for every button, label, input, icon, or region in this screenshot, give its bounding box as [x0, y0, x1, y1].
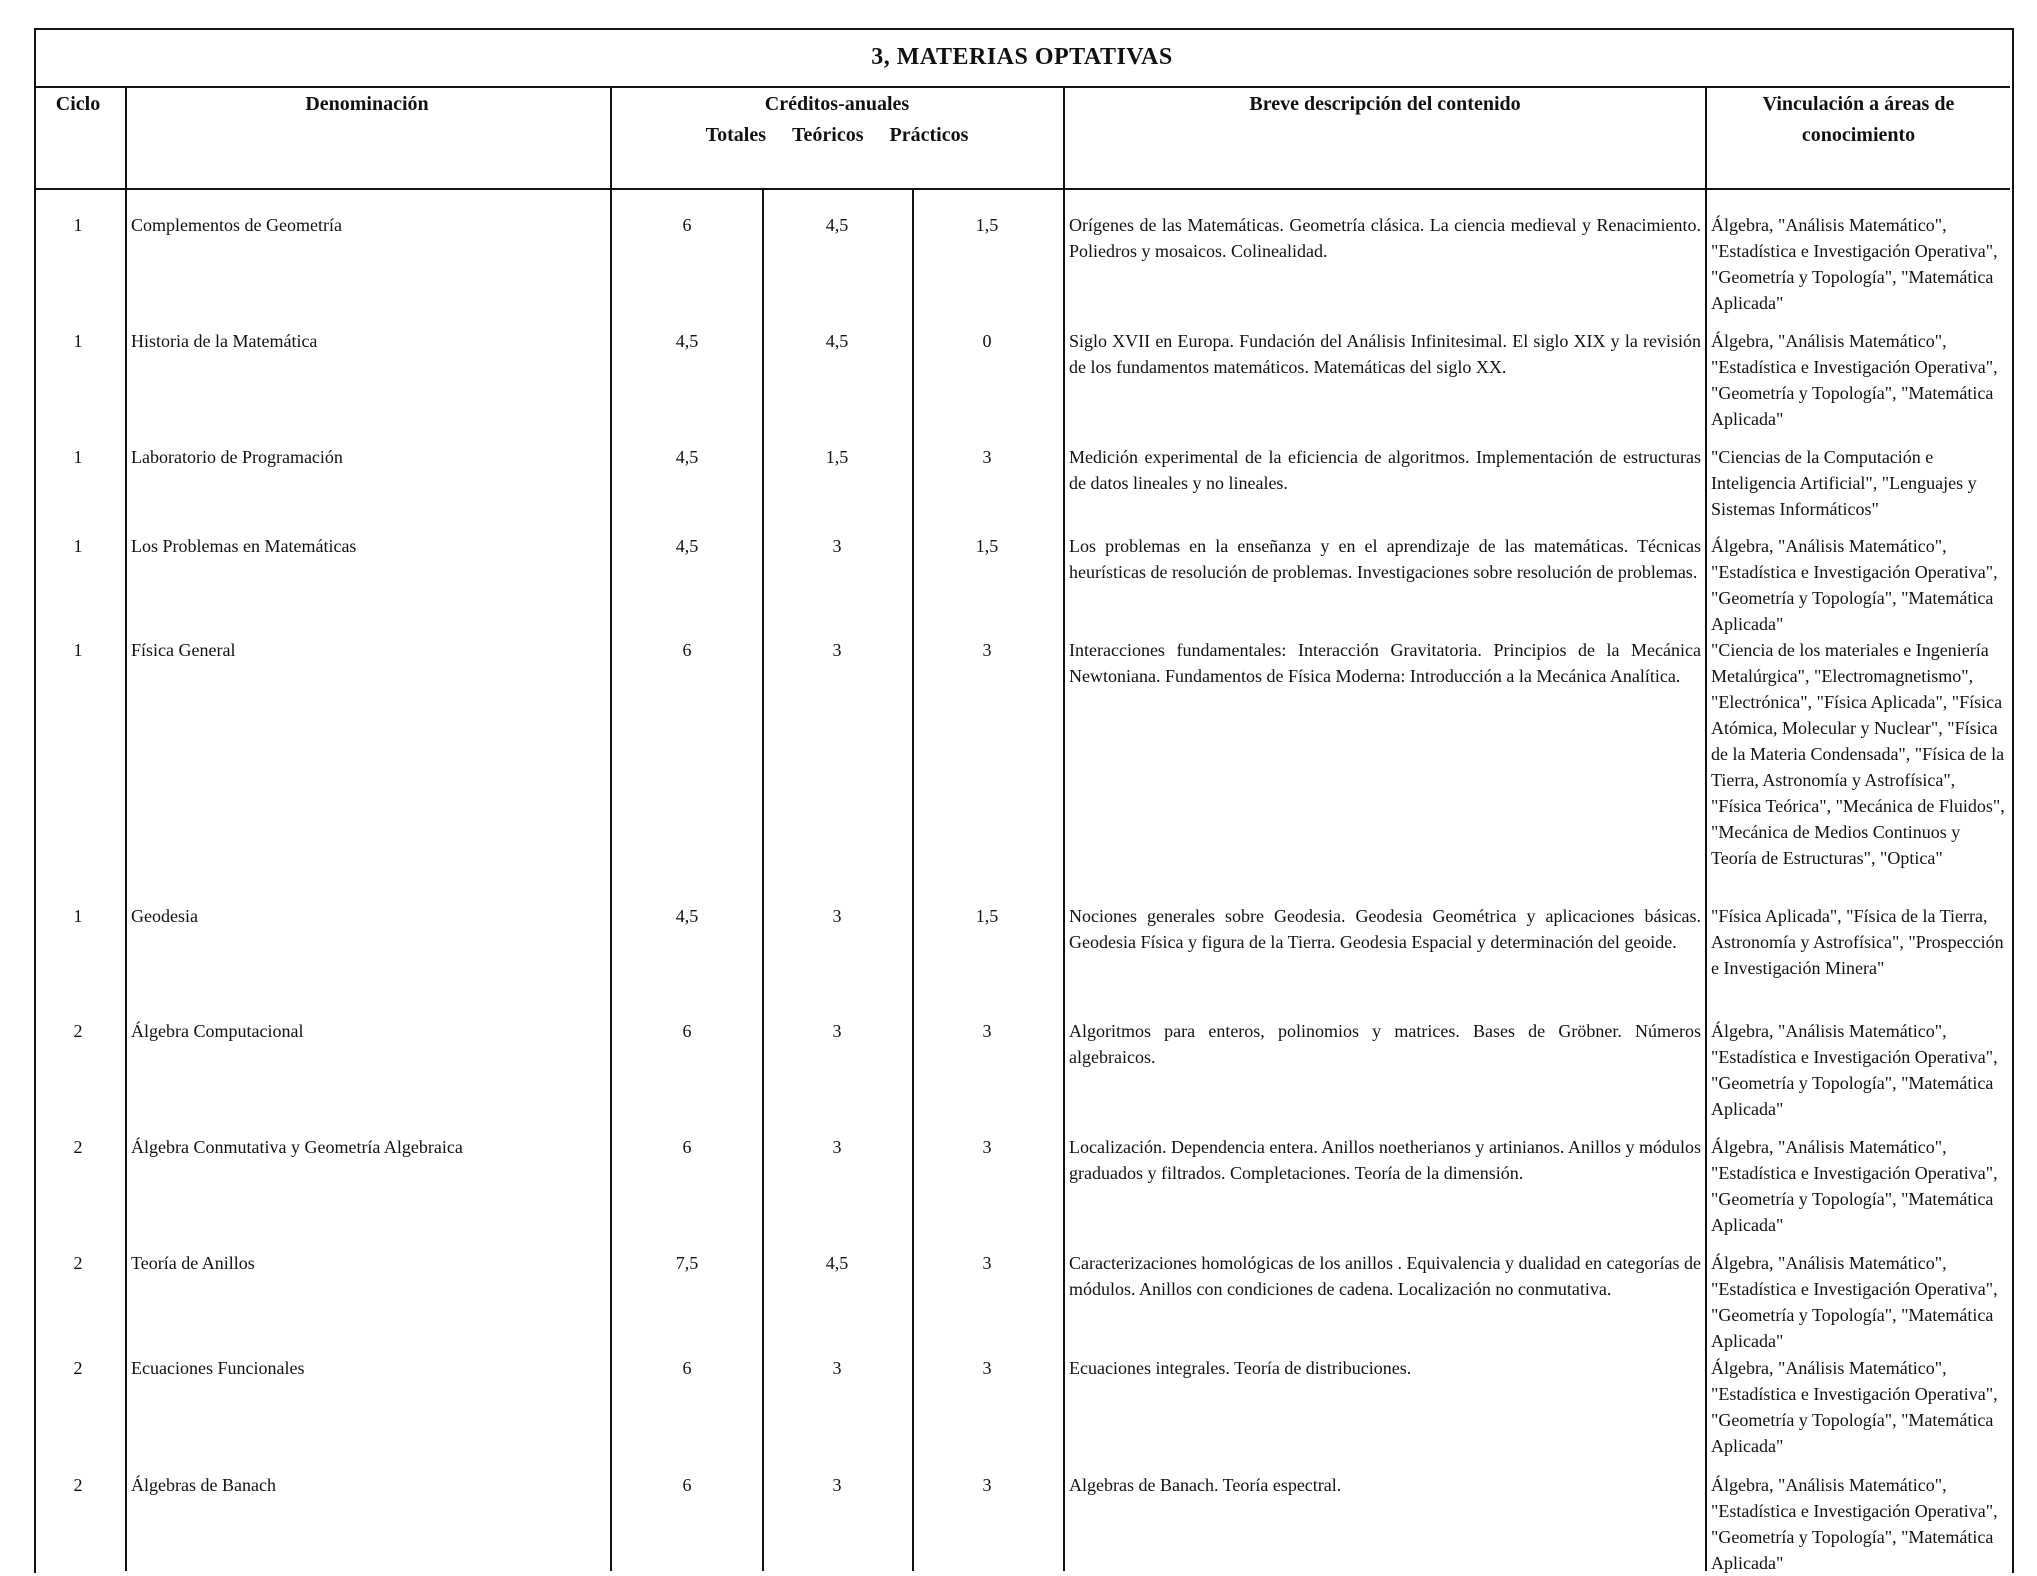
cell-vinculacion: Álgebra, "Análisis Matemático", "Estadística e Investigación Operativa", "Geometría y Topología", "Matemática Aplicada"	[1711, 215, 1998, 313]
cell-totales: 4,5	[675, 536, 699, 556]
cell-practicos: 1,5	[975, 906, 999, 926]
cell-descripcion: Localización. Dependencia entera. Anillos noetherianos y artinianos. Anillos y módulos graduados y filtrados. Completaciones. Teoría de la dimensión.	[1069, 1137, 1701, 1183]
cell-ciclo: 1	[73, 447, 83, 467]
cell-teoricos: 4,5	[825, 1253, 849, 1273]
cell-totales: 6	[682, 640, 692, 660]
cell-descripcion: Algebras de Banach. Teoría espectral.	[1069, 1475, 1342, 1495]
cell-descripcion: Algoritmos para enteros, polinomios y matrices. Bases de Gröbner. Números algebraicos.	[1069, 1021, 1701, 1067]
cell-practicos: 3	[982, 1358, 992, 1378]
cell-teoricos: 3	[832, 1137, 842, 1157]
cell-vinculacion: Álgebra, "Análisis Matemático", "Estadística e Investigación Operativa", "Geometría y Topología", "Matemática Aplicada"	[1711, 1358, 1998, 1456]
cell-denominacion: Álgebra Computacional	[131, 1021, 304, 1041]
cell-teoricos: 3	[832, 1475, 842, 1495]
header-creditos-group	[612, 86, 1062, 188]
cell-totales: 7,5	[675, 1253, 699, 1273]
cell-teoricos: 4,5	[825, 215, 849, 235]
cell-vinculacion: "Física Aplicada", "Física de la Tierra, Astronomía y Astrofísica", "Prospección e Investigación Minera"	[1711, 906, 2004, 978]
header-descripcion: Breve descripción del contenido	[1249, 93, 1521, 115]
cell-practicos: 3	[982, 1021, 992, 1041]
cell-vinculacion: Álgebra, "Análisis Matemático", "Estadística e Investigación Operativa", "Geometría y Topología", "Matemática Aplicada"	[1711, 1021, 1998, 1119]
cell-teoricos: 3	[832, 1021, 842, 1041]
cell-descripcion: Interacciones fundamentales: Interacción Gravitatoria. Principios de la Mecánica Newtoniana. Fundamentos de Física Moderna: Introducción a la Mecánica Analítica.	[1069, 640, 1701, 686]
cell-ciclo: 1	[73, 906, 83, 926]
table-header-row	[34, 86, 2010, 190]
cell-descripcion: Orígenes de las Matemáticas. Geometría clásica. La ciencia medieval y Renacimiento. Poliedros y mosaicos. Colinealidad.	[1069, 215, 1701, 261]
cell-teoricos: 1,5	[825, 447, 849, 467]
cell-ciclo: 2	[73, 1475, 83, 1495]
cell-ciclo: 1	[73, 331, 83, 351]
cell-practicos: 3	[982, 1137, 992, 1157]
cell-denominacion: Complementos de Geometría	[131, 215, 342, 235]
cell-practicos: 3	[982, 447, 992, 467]
cell-ciclo: 1	[73, 640, 83, 660]
cell-vinculacion: Álgebra, "Análisis Matemático", "Estadística e Investigación Operativa", "Geometría y Topología", "Matemática Aplicada"	[1711, 1137, 1998, 1235]
cell-vinculacion: Álgebra, "Análisis Matemático", "Estadística e Investigación Operativa", "Geometría y Topología", "Matemática Aplicada"	[1711, 1475, 1998, 1573]
cell-descripcion: Caracterizaciones homológicas de los anillos . Equivalencia y dualidad en categorías de módulos. Anillos con condiciones de cadena. Localización no conmutativa.	[1069, 1253, 1701, 1299]
cell-totales: 6	[682, 215, 692, 235]
cell-practicos: 1,5	[975, 536, 999, 556]
cell-denominacion: Geodesia	[131, 906, 198, 926]
cell-ciclo: 2	[73, 1021, 83, 1041]
cell-totales: 6	[682, 1358, 692, 1378]
cell-teoricos: 3	[832, 536, 842, 556]
document-page	[34, 28, 2012, 1571]
header-vinculacion	[1707, 86, 2010, 188]
cell-totales: 6	[682, 1021, 692, 1041]
cell-practicos: 3	[982, 1475, 992, 1495]
cell-denominacion: Álgebra Conmutativa y Geometría Algebraica	[131, 1137, 463, 1157]
header-creditos: Créditos-anuales	[764, 93, 910, 115]
cell-denominacion: Historia de la Matemática	[131, 331, 318, 351]
header-ciclo: Ciclo	[55, 93, 101, 115]
cell-ciclo: 2	[73, 1137, 83, 1157]
cell-teoricos: 3	[832, 1358, 842, 1378]
header-practicos: Prácticos	[889, 124, 969, 146]
cell-denominacion: Física General	[131, 640, 236, 660]
cell-denominacion: Laboratorio de Programación	[131, 447, 343, 467]
cell-denominacion: Teoría de Anillos	[131, 1253, 255, 1273]
cell-descripcion: Ecuaciones integrales. Teoría de distribuciones.	[1069, 1358, 1412, 1378]
cell-practicos: 1,5	[975, 215, 999, 235]
cell-teoricos: 3	[832, 640, 842, 660]
cell-descripcion: Nociones generales sobre Geodesia. Geodesia Geométrica y aplicaciones básicas. Geodesia Física y figura de la Tierra. Geodesia Espacial y determinación del geoide.	[1069, 906, 1701, 952]
cell-totales: 4,5	[675, 331, 699, 351]
cell-ciclo: 2	[73, 1253, 83, 1273]
cell-teoricos: 3	[832, 906, 842, 926]
cell-ciclo: 1	[73, 536, 83, 556]
cell-totales: 6	[682, 1475, 692, 1495]
table-body	[34, 188, 2010, 1571]
cell-vinculacion: Álgebra, "Análisis Matemático", "Estadística e Investigación Operativa", "Geometría y Topología", "Matemática Aplicada"	[1711, 536, 1998, 634]
header-creditos-subheaders	[612, 120, 1062, 151]
header-vinculacion-line2: conocimiento	[1801, 124, 1916, 146]
cell-descripcion: Siglo XVII en Europa. Fundación del Análisis Infinitesimal. El siglo XIX y la revisión de los fundamentos matemáticos. Matemáticas del siglo XX.	[1069, 331, 1701, 377]
cell-totales: 4,5	[675, 906, 699, 926]
cell-practicos: 3	[982, 640, 992, 660]
cell-descripcion: Medición experimental de la eficiencia de algoritmos. Implementación de estructuras de datos lineales y no lineales.	[1069, 447, 1701, 493]
header-vinculacion-line1: Vinculación a áreas de	[1762, 93, 1955, 115]
cell-vinculacion: Álgebra, "Análisis Matemático", "Estadística e Investigación Operativa", "Geometría y Topología", "Matemática Aplicada"	[1711, 1253, 1998, 1351]
cell-totales: 6	[682, 1137, 692, 1157]
cell-vinculacion: "Ciencia de los materiales e Ingeniería Metalúrgica", "Electromagnetismo", "Electrónica", "Física Aplicada", "Física Atómica, Molecular y Nuclear", "Física de la Materia Condensada", "Física de la Tierra, Astronomía y Astrofísica", "Física Teórica", "Mecánica de Fluidos", "Mecánica de Medios Continuos y Teoría de Estructuras", "Optica"	[1711, 640, 2005, 868]
cell-ciclo: 1	[73, 215, 83, 235]
cell-practicos: 0	[982, 331, 992, 351]
cell-denominacion: Los Problemas en Matemáticas	[131, 536, 357, 556]
header-totales: Totales	[705, 124, 767, 146]
cell-teoricos: 4,5	[825, 331, 849, 351]
table-title: 3, MATERIAS OPTATIVAS	[34, 28, 2010, 88]
header-teoricos: Teóricos	[792, 124, 864, 146]
cell-totales: 4,5	[675, 447, 699, 467]
cell-vinculacion: Álgebra, "Análisis Matemático", "Estadística e Investigación Operativa", "Geometría y Topología", "Matemática Aplicada"	[1711, 331, 1998, 429]
cell-denominacion: Álgebras de Banach	[131, 1475, 276, 1495]
cell-denominacion: Ecuaciones Funcionales	[131, 1358, 305, 1378]
header-denominacion: Denominación	[305, 93, 429, 115]
cell-vinculacion: "Ciencias de la Computación e Inteligencia Artificial", "Lenguajes y Sistemas Informáticos"	[1711, 447, 1977, 519]
cell-practicos: 3	[982, 1253, 992, 1273]
cell-descripcion: Los problemas en la enseñanza y en el aprendizaje de las matemáticas. Técnicas heurísticas de resolución de problemas. Investigaciones sobre resolución de problemas.	[1069, 536, 1701, 582]
cell-ciclo: 2	[73, 1358, 83, 1378]
